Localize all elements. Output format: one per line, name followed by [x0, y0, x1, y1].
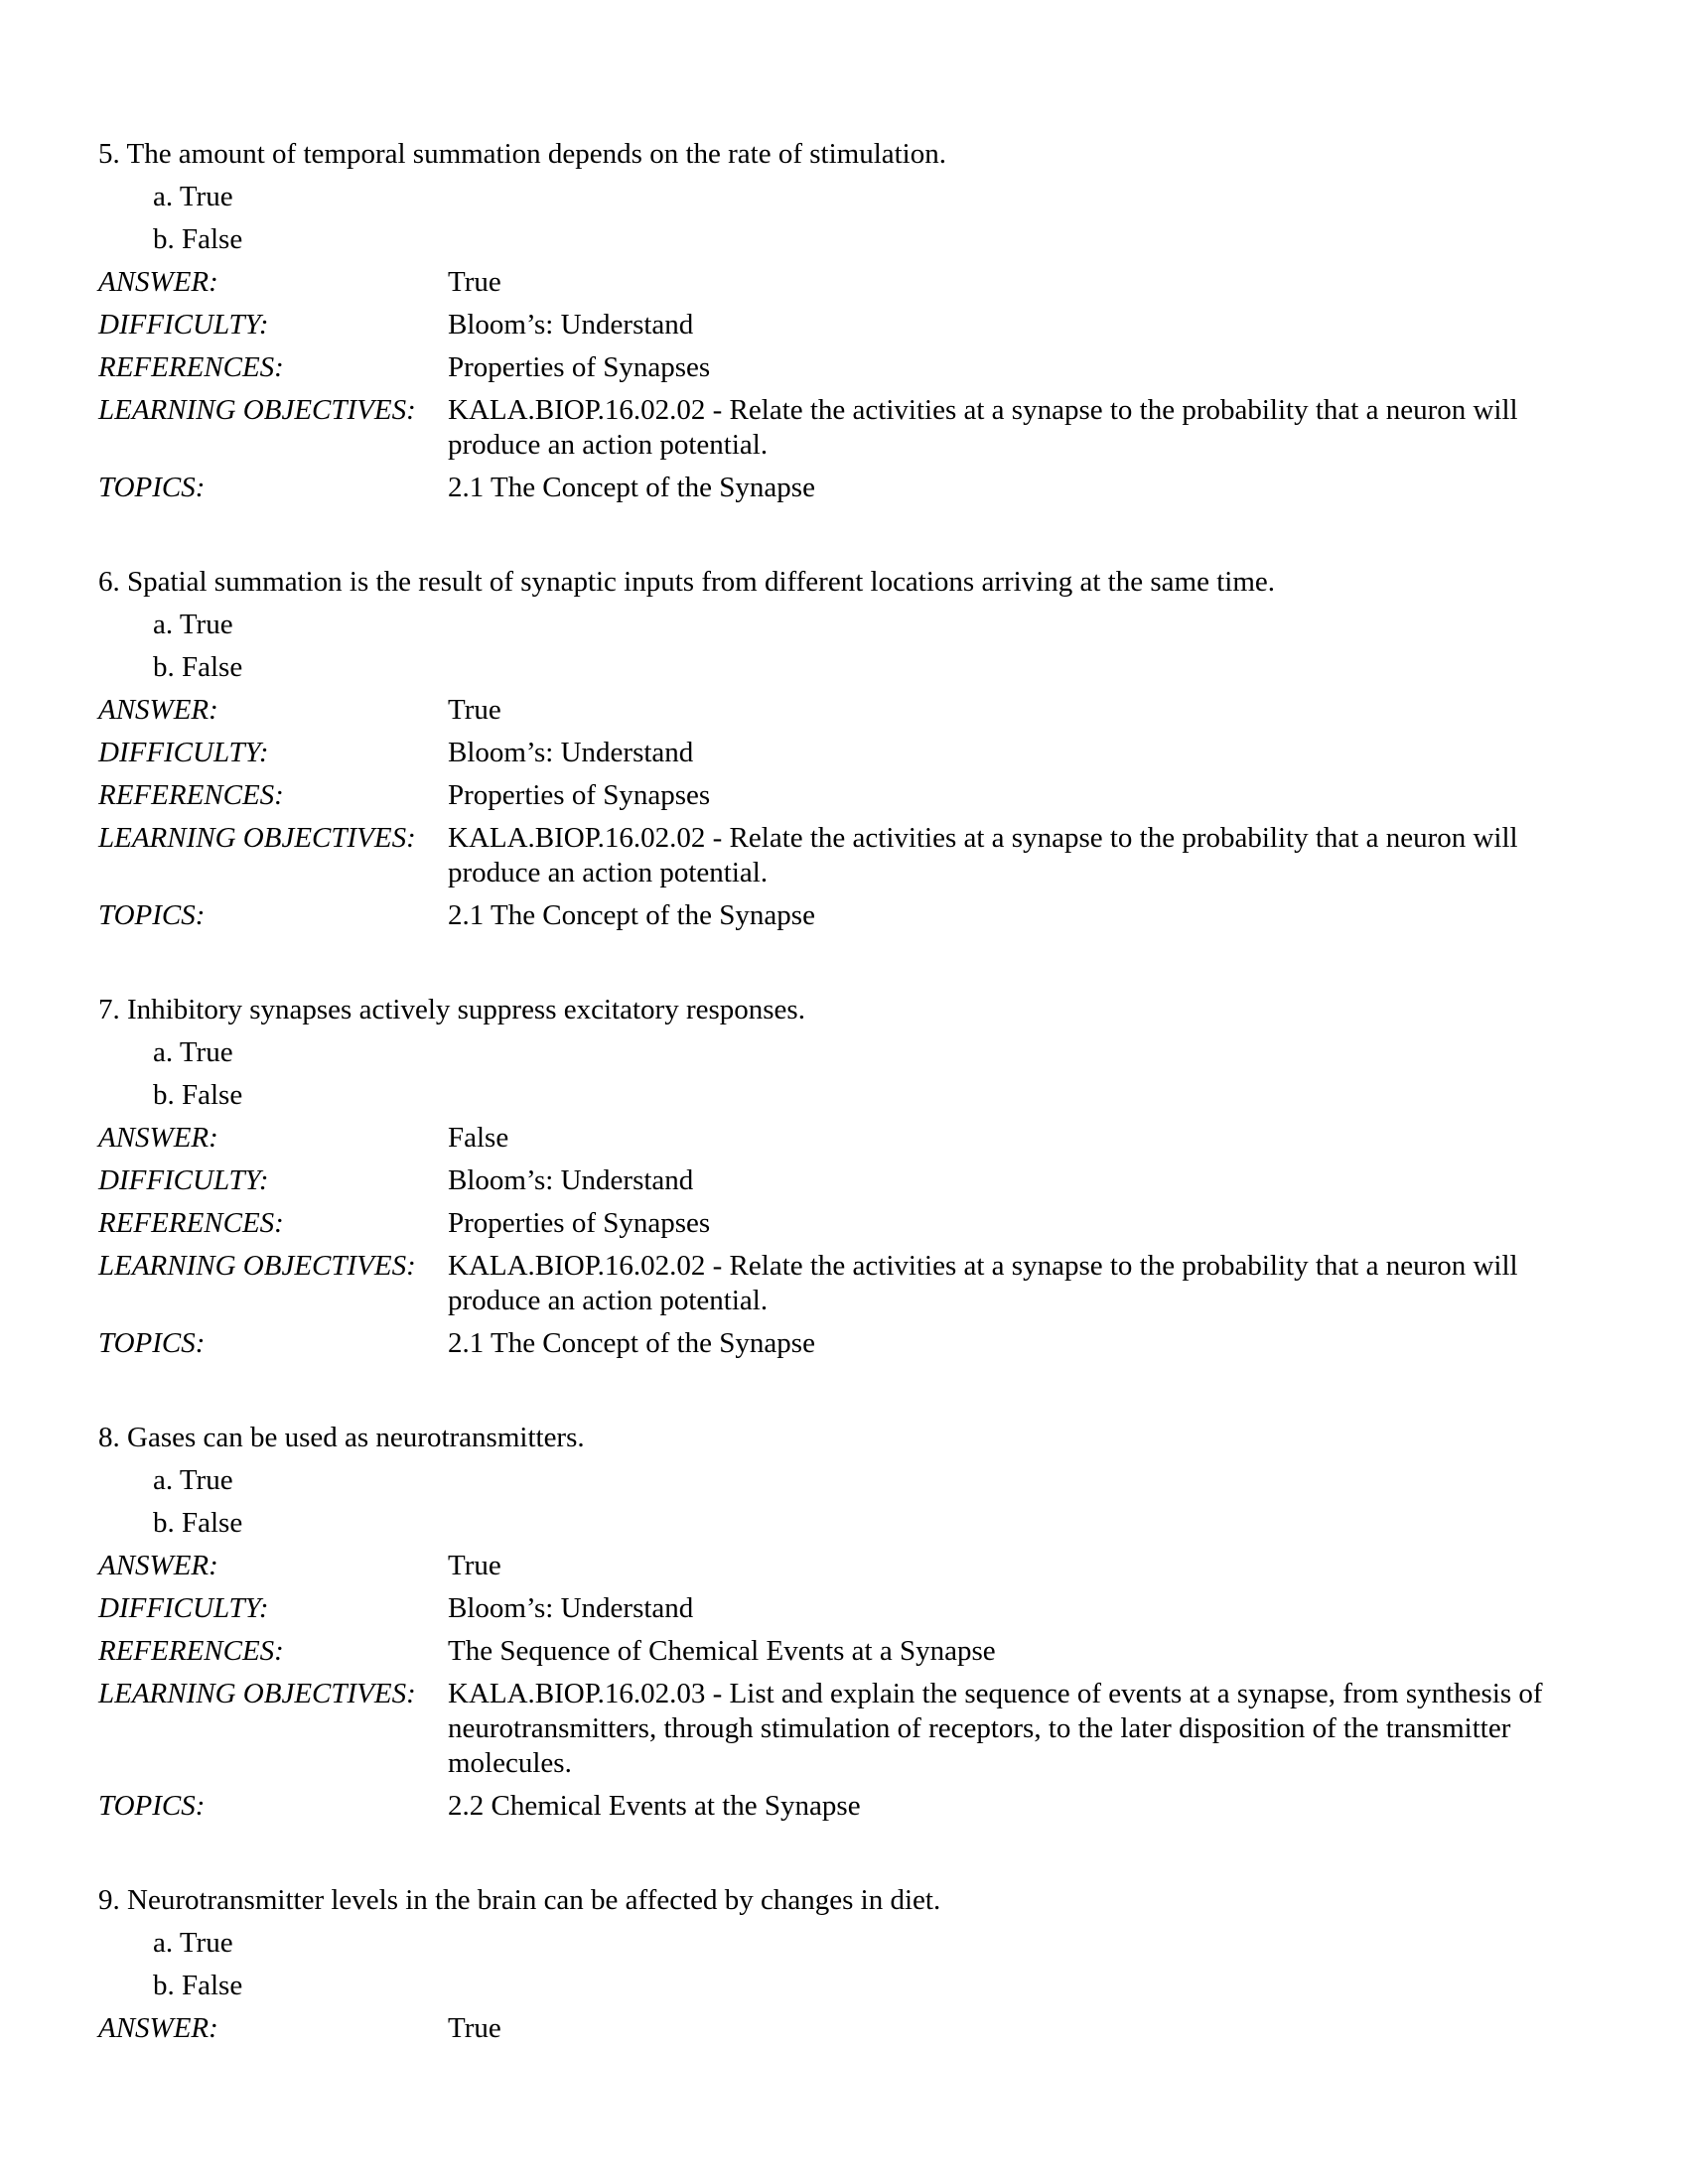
difficulty-row [98, 1587, 1598, 1630]
references-row [98, 774, 1598, 817]
choice-a: a. True [153, 1927, 233, 1959]
topics-value: 2.1 The Concept of the Synapse [448, 1327, 815, 1359]
difficulty-label: DIFFICULTY: [98, 1164, 269, 1196]
difficulty-value: Bloom’s: Understand [448, 1164, 694, 1196]
question-stem: 5. The amount of temporal summation depends on the rate of stimulation. [98, 138, 946, 170]
references-row [98, 346, 1598, 389]
choice-a: a. True [153, 181, 233, 212]
question-5 [98, 133, 1598, 509]
references-label: REFERENCES: [98, 1207, 284, 1239]
topics-row [98, 1785, 1598, 1828]
learning-objectives-value: KALA.BIOP.16.02.03 - List and explain the sequence of events at a synapse, from synthesis of neurotransmitters, through stimulation of receptors, to the later disposition of the transmitter molecules. [448, 1678, 1543, 1779]
learning-objectives-row [98, 389, 1598, 467]
answer-value: False [448, 1122, 509, 1154]
answer-label: ANSWER: [98, 694, 218, 726]
choice-b: b. False [153, 223, 243, 255]
learning-objectives-row [98, 1245, 1598, 1322]
answer-row [98, 261, 1598, 304]
answer-row [98, 2007, 1598, 2050]
references-label: REFERENCES: [98, 779, 284, 811]
choice-b: b. False [153, 1507, 243, 1539]
references-value: Properties of Synapses [448, 779, 711, 811]
topics-label: TOPICS: [98, 899, 206, 931]
document-page [98, 133, 1598, 2102]
difficulty-label: DIFFICULTY: [98, 1592, 269, 1624]
question-8 [98, 1417, 1598, 1828]
references-row [98, 1202, 1598, 1245]
learning-objectives-row [98, 817, 1598, 894]
answer-label: ANSWER: [98, 1122, 218, 1154]
topics-row [98, 894, 1598, 937]
answer-value: True [448, 266, 501, 298]
topics-label: TOPICS: [98, 472, 206, 503]
answer-row [98, 689, 1598, 732]
answer-row [98, 1545, 1598, 1587]
question-7 [98, 989, 1598, 1365]
topics-label: TOPICS: [98, 1327, 206, 1359]
learning-objectives-value: KALA.BIOP.16.02.02 - Relate the activities at a synapse to the probability that a neuron will produce an action potential. [448, 1250, 1518, 1316]
answer-row [98, 1117, 1598, 1160]
answer-label: ANSWER: [98, 1550, 218, 1581]
question-stem: 7. Inhibitory synapses actively suppress excitatory responses. [98, 994, 805, 1025]
choice-a: a. True [153, 1464, 233, 1496]
references-row [98, 1630, 1598, 1673]
answer-value: True [448, 2012, 501, 2044]
references-value: The Sequence of Chemical Events at a Synapse [448, 1635, 996, 1667]
learning-objectives-value: KALA.BIOP.16.02.02 - Relate the activities at a synapse to the probability that a neuron will produce an action potential. [448, 394, 1518, 461]
difficulty-value: Bloom’s: Understand [448, 737, 694, 768]
topics-value: 2.1 The Concept of the Synapse [448, 472, 815, 503]
references-label: REFERENCES: [98, 1635, 284, 1667]
choice-a: a. True [153, 609, 233, 640]
choice-b: b. False [153, 1970, 243, 2001]
question-stem: 8. Gases can be used as neurotransmitters. [98, 1422, 585, 1453]
difficulty-value: Bloom’s: Understand [448, 1592, 694, 1624]
references-value: Properties of Synapses [448, 351, 711, 383]
topics-value: 2.1 The Concept of the Synapse [448, 899, 815, 931]
answer-value: True [448, 1550, 501, 1581]
topics-value: 2.2 Chemical Events at the Synapse [448, 1790, 861, 1822]
difficulty-label: DIFFICULTY: [98, 737, 269, 768]
answer-label: ANSWER: [98, 2012, 218, 2044]
question-stem: 9. Neurotransmitter levels in the brain can be affected by changes in diet. [98, 1884, 941, 1916]
difficulty-row [98, 732, 1598, 774]
learning-objectives-label: LEARNING OBJECTIVES: [98, 394, 416, 426]
choice-b: b. False [153, 1079, 243, 1111]
topics-row [98, 1322, 1598, 1365]
answer-value: True [448, 694, 501, 726]
learning-objectives-value: KALA.BIOP.16.02.02 - Relate the activities at a synapse to the probability that a neuron will produce an action potential. [448, 822, 1518, 888]
difficulty-row [98, 1160, 1598, 1202]
learning-objectives-row [98, 1673, 1598, 1785]
references-value: Properties of Synapses [448, 1207, 711, 1239]
difficulty-value: Bloom’s: Understand [448, 309, 694, 341]
topics-row [98, 467, 1598, 509]
choice-a: a. True [153, 1036, 233, 1068]
learning-objectives-label: LEARNING OBJECTIVES: [98, 1250, 416, 1282]
references-label: REFERENCES: [98, 351, 284, 383]
learning-objectives-label: LEARNING OBJECTIVES: [98, 1678, 416, 1709]
difficulty-label: DIFFICULTY: [98, 309, 269, 341]
question-9 [98, 1879, 1598, 2050]
question-stem: 6. Spatial summation is the result of synaptic inputs from different locations arriving at the same time. [98, 566, 1275, 598]
learning-objectives-label: LEARNING OBJECTIVES: [98, 822, 416, 854]
choice-b: b. False [153, 651, 243, 683]
question-6 [98, 561, 1598, 937]
topics-label: TOPICS: [98, 1790, 206, 1822]
answer-label: ANSWER: [98, 266, 218, 298]
difficulty-row [98, 304, 1598, 346]
